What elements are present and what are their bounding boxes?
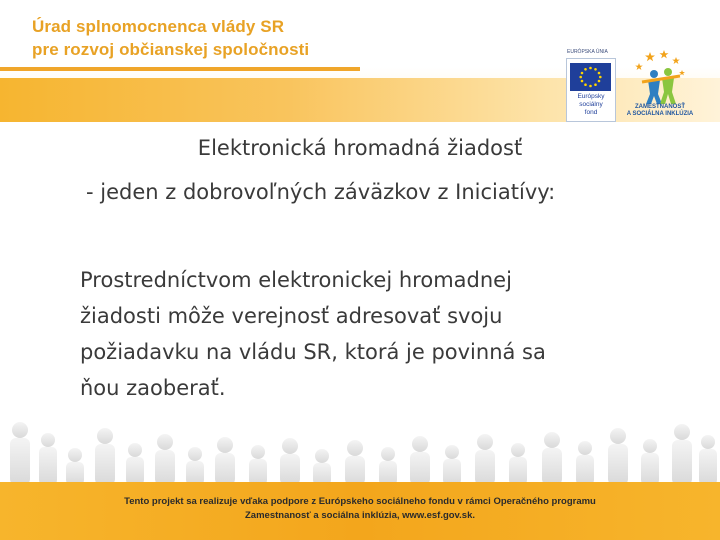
- header-divider: [0, 67, 360, 71]
- zasi-logo-text: [624, 104, 696, 118]
- zasi-logo-line2: A SOCIÁLNA INKLÚZIA: [626, 111, 694, 117]
- eu-logo-top-label: EURÓPSKA ÚNIA: [567, 49, 608, 55]
- eu-logo-text-line2: sociálny: [579, 101, 603, 108]
- paragraph-line: požiadavku na vládu SR, ktorá je povinná sa: [80, 340, 546, 364]
- footer-line2: Zamestnanosť a sociálna inklúzia, www.esf.gov.sk.: [245, 510, 475, 521]
- eu-logo-text: [569, 93, 613, 117]
- eu-esf-logo: [566, 49, 616, 122]
- slide-title: Elektronická hromadná žiadosť: [197, 136, 523, 160]
- crowd-silhouette-background: [0, 400, 720, 485]
- body-paragraph: [80, 262, 660, 406]
- zasi-logo-line1: ZAMESTNANOSŤ: [635, 104, 685, 110]
- paragraph-line: Prostredníctvom elektronickej hromadnej: [80, 268, 512, 292]
- slide-subtitle: - jeden z dobrovoľných záväzkov z Iniciatívy:: [86, 180, 556, 204]
- org-name-line1: Úrad splnomocnenca vlády SR: [32, 17, 285, 36]
- eu-flag-icon: [570, 63, 611, 91]
- paragraph-line: žiadosti môže verejnosť adresovať svoju: [80, 304, 503, 328]
- footer-line1: Tento projekt sa realizuje vďaka podpore z Európskeho sociálneho fondu v rámci Operačného programu: [124, 496, 596, 507]
- eu-logo-text-line3: fond: [584, 109, 598, 116]
- org-name-line2: pre rozvoj občianskej spoločnosti: [32, 40, 310, 59]
- paragraph-line: ňou zaoberať.: [80, 376, 226, 400]
- eu-logo-text-line1: Európsky: [577, 93, 605, 100]
